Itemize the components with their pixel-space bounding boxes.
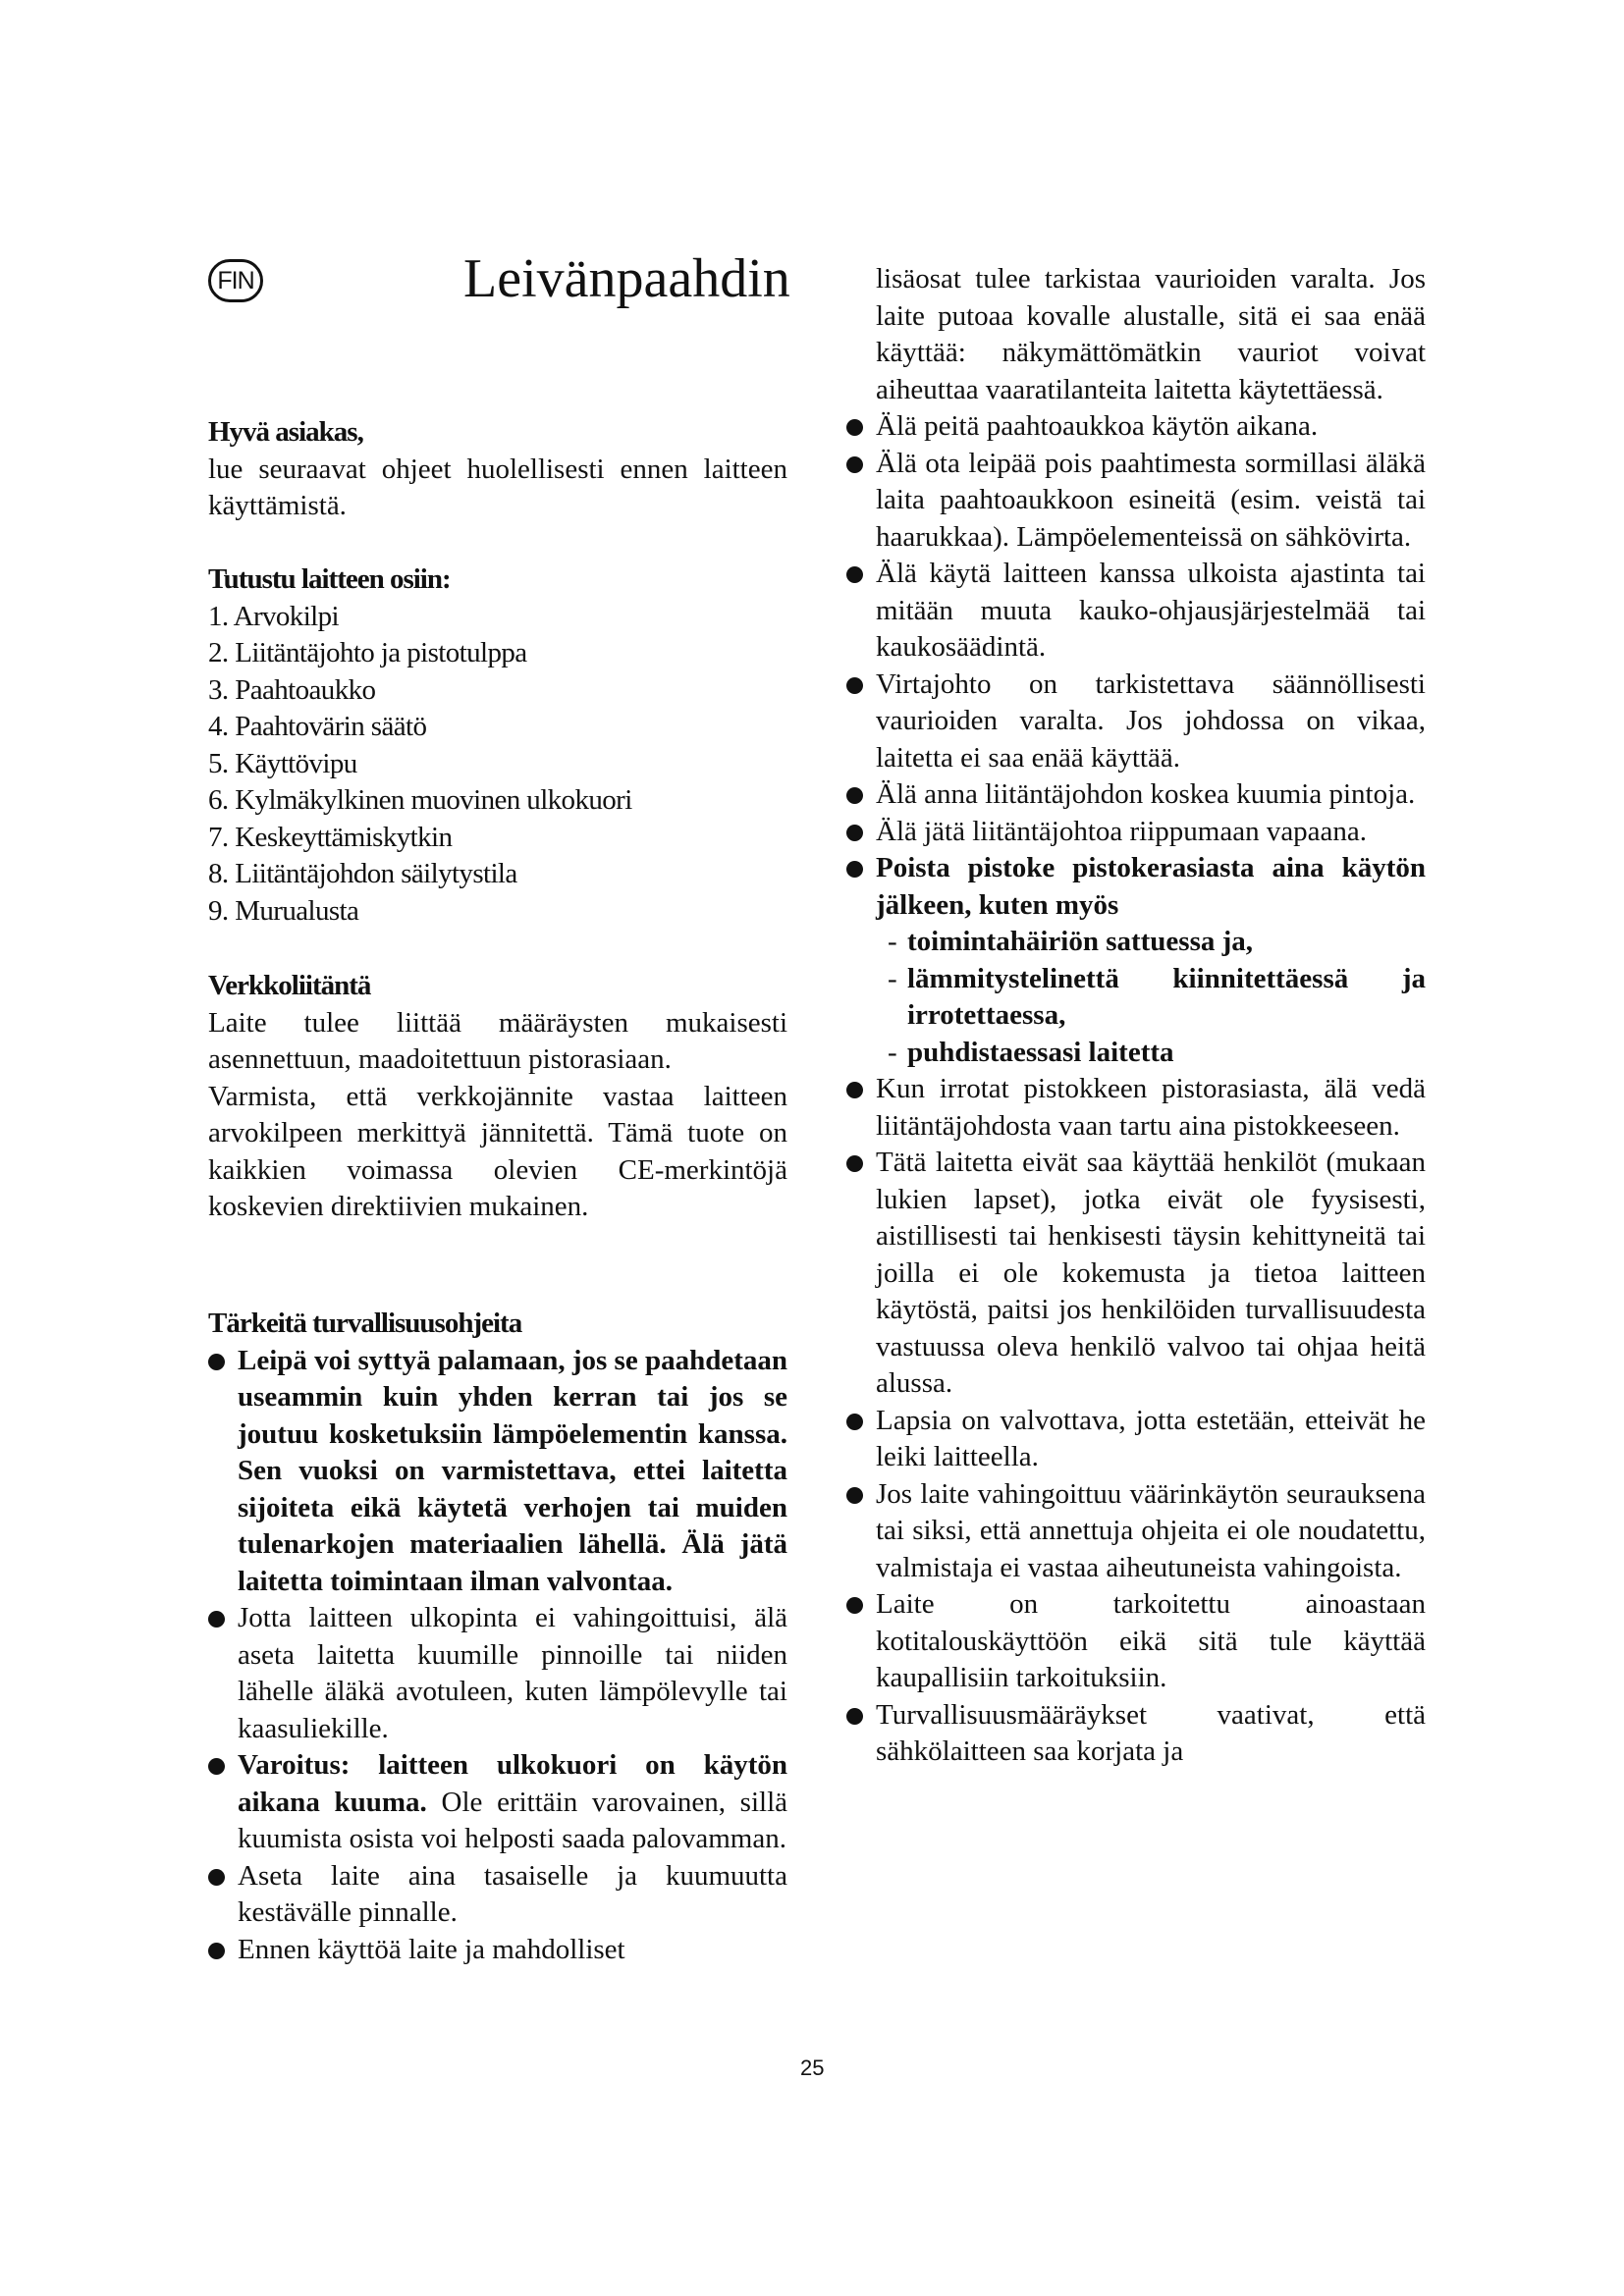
list-item (208, 1858, 787, 1932)
list-item (846, 1476, 1426, 1587)
bullet-icon (208, 1611, 225, 1628)
sub-list-item (888, 961, 1426, 1035)
list-item (846, 1697, 1426, 1771)
bullet-text: Ole erittäin varovainen, sillä kuumista osista voi helposti saada palovamman. (238, 1786, 787, 1854)
list-item: 4. Paahtovärin säätö (208, 711, 427, 742)
list-item: 7. Keskeyttämiskytkin (208, 821, 453, 853)
bullet-icon (846, 825, 863, 841)
sub-list-item (888, 924, 1426, 961)
bullet-text: Laite on tarkoitettu ainoastaan kotitalouskäyttöön eikä sitä tule käyttää kaupallisiin tarkoituksiin. (876, 1588, 1426, 1693)
parts-heading: Tutustu laitteen osiin: (208, 563, 451, 595)
list-item (846, 1071, 1426, 1145)
list-item (208, 1343, 787, 1601)
bullet-text: Jotta laitteen ulkopinta ei vahingoittuisi, älä aseta laitetta kuumille pinnoille tai niiden lähelle äläkä avotuleen, kuten lämpölevylle tai kaasuliekille. (238, 1602, 787, 1744)
list-item (846, 1586, 1426, 1697)
bullet-icon (846, 456, 863, 473)
list-item: 2. Liitäntäjohto ja pistotulppa (208, 637, 527, 668)
bullet-icon (846, 677, 863, 694)
bullet-text: Virtajohto on tarkistettava säännöllisesti vaurioiden varalta. Jos johdossa on vikaa, laitetta ei saa enää käyttää. (876, 667, 1426, 774)
bullet-icon (846, 1708, 863, 1725)
bullet-icon (846, 1082, 863, 1098)
bullet-icon (846, 787, 863, 804)
list-item: 9. Murualusta (208, 894, 359, 927)
list-item (846, 850, 1426, 1071)
bullet-text: Älä jätä liitäntäjohtoa riippumaan vapaana. (876, 815, 1368, 847)
list-item (846, 408, 1426, 446)
safety-list-right (846, 261, 1426, 1771)
bullet-icon (846, 1414, 863, 1430)
connection-paragraph-1: Laite tulee liittää määräysten mukaisesti asennettuun, maadoitettuun pistorasiaan. (208, 1006, 787, 1075)
list-item (208, 1932, 787, 1969)
bullet-text: lisäosat tulee tarkistaa vaurioiden varalta. Jos laite putoaa kovalle alustalle, sitä ei saa enää käyttää: näkymättömätkin vauriot voivat aiheuttaa vaaratilanteita laitetta käytettäessä. (876, 263, 1426, 405)
greeting: Hyvä asiakas, (208, 416, 363, 448)
safety-heading: Tärkeitä turvallisuusohjeita (208, 1308, 522, 1339)
sub-list-item (888, 1035, 1426, 1072)
page-number: 25 (800, 2056, 825, 2080)
bullet-icon (208, 1943, 225, 1959)
safety-section (208, 1306, 787, 1968)
bullet-icon (846, 419, 863, 436)
list-item (208, 1600, 787, 1747)
intro-text: lue seuraavat ohjeet huolellisesti ennen laitteen käyttämistä. (208, 453, 787, 521)
sub-item-text: lämmitystelinettä kiinnitettäessä ja irrotettaessa, (907, 962, 1426, 1031)
bullet-text: Tätä laitetta eivät saa käyttää henkilöt (mukaan lukien lapset), jotka eivät ole fyysisesti, aistillisesti tai henkisesti täysin kehittyneitä tai joilla ei ole kokemusta ja tietoa laitteen käytöstä, paitsi jos henkilöiden turvallisuudesta vastuussa oleva henkilö valvoo tai ohjaa heitä alussa. (876, 1147, 1426, 1399)
connection-section (208, 968, 787, 1226)
bullet-text: Poista pistoke pistokerasiasta aina käytön jälkeen, kuten myös (876, 852, 1426, 921)
connection-paragraph-2: Varmista, että verkkojännite vastaa laitteen arvokilpeen merkittyä jännitettä. Tämä tuote on kaikkien voimassa olevien CE-merkintöjä koskevien direktiivien mukainen. (208, 1080, 787, 1222)
bullet-icon (208, 1354, 225, 1370)
list-item (846, 556, 1426, 667)
bullet-text: Turvallisuusmääräykset vaativat, että sähkölaitteen saa korjata ja (876, 1698, 1426, 1767)
list-item (846, 776, 1426, 814)
intro-section (208, 414, 787, 525)
bullet-icon (846, 861, 863, 878)
list-item (846, 1145, 1426, 1403)
bullet-text: Ennen käyttöä laite ja mahdolliset (238, 1933, 625, 1965)
list-item (846, 814, 1426, 851)
bullet-text: Aseta laite aina tasaiselle ja kuumuutta kestävälle pinnalle. (238, 1859, 787, 1928)
bullet-text: Älä peitä paahtoaukkoa käytön aikana. (876, 410, 1319, 442)
bullet-icon (846, 566, 863, 583)
dash-marker: - (888, 962, 897, 994)
bullet-text: Älä anna liitäntäjohdon koskea kuumia pintoja. (876, 778, 1416, 810)
bullet-icon (208, 1758, 225, 1775)
parts-section (208, 561, 787, 930)
sub-item-text: puhdistaessasi laitetta (907, 1036, 1174, 1068)
list-item: 6. Kylmäkylkinen muovinen ulkokuori (208, 784, 632, 816)
list-item (846, 667, 1426, 777)
bullet-text: Älä käytä laitteen kanssa ulkoista ajastinta tai mitään muuta kauko-ohjausjärjestelmää tai kaukosäädintä. (876, 558, 1426, 663)
list-item (208, 1747, 787, 1858)
list-item: 5. Käyttövipu (208, 747, 357, 779)
list-item: 3. Paahtoaukko (208, 673, 376, 706)
dash-marker: - (888, 1036, 897, 1068)
list-item (846, 1403, 1426, 1476)
connection-heading: Verkkoliitäntä (208, 970, 371, 1001)
bullet-text: Lapsia on valvottava, jotta estetään, etteivät he leiki laitteella. (876, 1404, 1426, 1472)
sub-list (876, 924, 1426, 1071)
page-title: Leivänpaahdin (463, 248, 790, 309)
bullet-icon (846, 1597, 863, 1614)
list-item: 8. Liitäntäjohdon säilytystila (208, 858, 517, 889)
parts-list (208, 599, 787, 931)
dash-marker: - (888, 926, 897, 957)
bullet-icon (208, 1869, 225, 1886)
bullet-text: Jos laite vahingoittuu väärinkäytön seurauksena tai siksi, että annettuja ohjeita ei ole noudatettu, valmistaja ei vastaa aiheutuneista vahingoista. (876, 1477, 1426, 1583)
safety-continued (846, 261, 1426, 1771)
list-item (846, 446, 1426, 557)
sub-item-text: toimintahäiriön sattuessa ja, (907, 926, 1254, 957)
bullet-bold-text: Varoitus: laitteen ulkokuori on käytön aikana kuuma. (238, 1749, 787, 1818)
bullet-icon (846, 1155, 863, 1172)
bullet-icon (846, 1487, 863, 1504)
bullet-text: Kun irrotat pistokkeen pistorasiasta, älä vedä liitäntäjohdosta vaan tartu aina pistokkeeseen. (876, 1073, 1426, 1142)
list-item-continued (846, 261, 1426, 408)
bullet-text: Älä ota leipää pois paahtimesta sormillasi äläkä laita paahtoaukkoon esineitä (esim. veistä tai haarukkaa). Lämpöelementeissä on sähkövirta. (876, 447, 1426, 553)
list-item: 1. Arvokilpi (208, 600, 339, 632)
safety-list-left (208, 1343, 787, 1969)
language-badge: FIN (208, 259, 263, 302)
bullet-text: Leipä voi syttyä palamaan, jos se paahdetaan useammin kuin yhden kerran tai jos se joutuu kosketuksiin lämpöelementin kanssa. Sen vuoksi on varmistettava, ettei laitetta sijoiteta eikä käytetä verhojen tai muiden tulenarkojen materiaalien lähellä. Älä jätä laitetta toimintaan ilman valvontaa. (238, 1344, 787, 1597)
